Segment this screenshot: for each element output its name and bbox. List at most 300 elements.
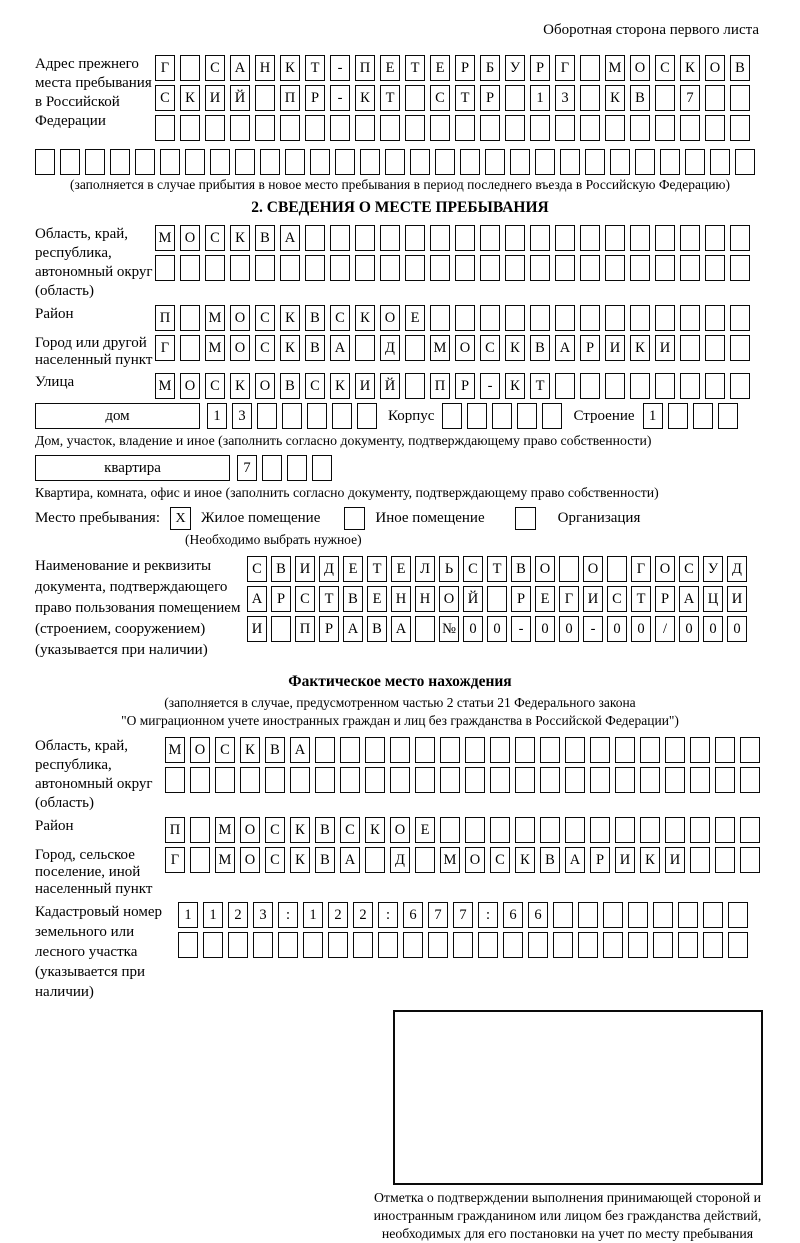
char-cell[interactable]: 7 <box>237 455 257 481</box>
char-cell[interactable] <box>510 149 530 175</box>
char-cell[interactable]: П <box>355 55 375 81</box>
char-cell[interactable] <box>328 932 348 958</box>
char-cell[interactable]: Г <box>155 55 175 81</box>
char-cell[interactable] <box>528 932 548 958</box>
char-cell[interactable]: О <box>583 556 603 582</box>
char-cell[interactable] <box>280 115 300 141</box>
char-cell[interactable] <box>190 767 210 793</box>
char-cell[interactable] <box>178 932 198 958</box>
char-cell[interactable] <box>455 115 475 141</box>
char-cell[interactable] <box>705 335 725 361</box>
char-cell[interactable] <box>505 225 525 251</box>
char-cell[interactable]: С <box>205 373 225 399</box>
char-cell[interactable]: 2 <box>328 902 348 928</box>
char-cell[interactable] <box>405 85 425 111</box>
stamp-box[interactable] <box>393 1010 763 1185</box>
char-cell[interactable] <box>565 767 585 793</box>
char-cell[interactable]: Б <box>480 55 500 81</box>
char-cell[interactable]: Е <box>391 556 411 582</box>
char-cell[interactable] <box>287 455 307 481</box>
char-cell[interactable]: Р <box>655 586 675 612</box>
char-cell[interactable] <box>360 149 380 175</box>
char-cell[interactable] <box>630 115 650 141</box>
char-cell[interactable]: Й <box>463 586 483 612</box>
char-cell[interactable] <box>255 85 275 111</box>
char-cell[interactable]: К <box>630 335 650 361</box>
char-cell[interactable] <box>505 305 525 331</box>
char-cell[interactable]: О <box>230 305 250 331</box>
char-cell[interactable] <box>460 149 480 175</box>
char-cell[interactable]: П <box>165 817 185 843</box>
char-cell[interactable]: Т <box>305 55 325 81</box>
char-cell[interactable] <box>353 932 373 958</box>
char-cell[interactable]: Н <box>391 586 411 612</box>
char-cell[interactable] <box>430 305 450 331</box>
char-cell[interactable] <box>405 225 425 251</box>
char-cell[interactable] <box>405 115 425 141</box>
char-cell[interactable] <box>255 255 275 281</box>
char-cell[interactable] <box>740 847 760 873</box>
char-cell[interactable] <box>405 335 425 361</box>
char-cell[interactable] <box>503 932 523 958</box>
char-cell[interactable] <box>505 255 525 281</box>
char-cell[interactable]: С <box>265 817 285 843</box>
char-cell[interactable] <box>310 149 330 175</box>
char-cell[interactable] <box>190 817 210 843</box>
char-cell[interactable]: О <box>535 556 555 582</box>
char-cell[interactable] <box>235 149 255 175</box>
char-cell[interactable] <box>705 85 725 111</box>
char-cell[interactable] <box>580 55 600 81</box>
char-cell[interactable] <box>580 255 600 281</box>
char-cell[interactable] <box>603 932 623 958</box>
char-cell[interactable] <box>303 932 323 958</box>
char-cell[interactable] <box>580 85 600 111</box>
char-cell[interactable]: С <box>305 373 325 399</box>
char-cell[interactable] <box>705 305 725 331</box>
char-cell[interactable] <box>415 847 435 873</box>
char-cell[interactable] <box>590 737 610 763</box>
char-cell[interactable] <box>730 305 750 331</box>
char-cell[interactable] <box>428 932 448 958</box>
char-cell[interactable]: 1 <box>203 902 223 928</box>
char-cell[interactable] <box>628 932 648 958</box>
char-cell[interactable]: М <box>605 55 625 81</box>
char-cell[interactable]: С <box>607 586 627 612</box>
char-cell[interactable]: 0 <box>703 616 723 642</box>
char-cell[interactable] <box>515 737 535 763</box>
char-cell[interactable] <box>615 737 635 763</box>
char-cell[interactable]: 1 <box>530 85 550 111</box>
char-cell[interactable]: М <box>215 817 235 843</box>
char-cell[interactable]: О <box>455 335 475 361</box>
char-cell[interactable]: Р <box>455 373 475 399</box>
char-cell[interactable]: Т <box>319 586 339 612</box>
char-cell[interactable] <box>530 225 550 251</box>
char-cell[interactable]: В <box>630 85 650 111</box>
char-cell[interactable] <box>85 149 105 175</box>
char-cell[interactable]: Д <box>319 556 339 582</box>
char-cell[interactable] <box>290 767 310 793</box>
char-cell[interactable]: М <box>440 847 460 873</box>
char-cell[interactable]: 1 <box>303 902 323 928</box>
char-cell[interactable]: К <box>605 85 625 111</box>
char-cell[interactable] <box>330 115 350 141</box>
char-cell[interactable] <box>440 767 460 793</box>
char-cell[interactable]: Й <box>230 85 250 111</box>
char-cell[interactable]: № <box>439 616 459 642</box>
char-cell[interactable]: И <box>355 373 375 399</box>
char-cell[interactable]: С <box>463 556 483 582</box>
char-cell[interactable]: К <box>505 335 525 361</box>
char-cell[interactable]: У <box>505 55 525 81</box>
char-cell[interactable] <box>680 115 700 141</box>
char-cell[interactable] <box>530 305 550 331</box>
char-cell[interactable] <box>555 373 575 399</box>
char-cell[interactable] <box>180 305 200 331</box>
char-cell[interactable]: 0 <box>535 616 555 642</box>
char-cell[interactable] <box>357 403 377 429</box>
char-cell[interactable]: Н <box>415 586 435 612</box>
char-cell[interactable] <box>740 817 760 843</box>
char-cell[interactable]: Т <box>380 85 400 111</box>
char-cell[interactable]: В <box>255 225 275 251</box>
char-cell[interactable] <box>260 149 280 175</box>
char-cell[interactable]: 0 <box>607 616 627 642</box>
char-cell[interactable]: Т <box>405 55 425 81</box>
char-cell[interactable] <box>690 817 710 843</box>
char-cell[interactable]: А <box>230 55 250 81</box>
char-cell[interactable]: Р <box>480 85 500 111</box>
char-cell[interactable]: Е <box>405 305 425 331</box>
char-cell[interactable] <box>515 767 535 793</box>
char-cell[interactable]: С <box>247 556 267 582</box>
char-cell[interactable]: В <box>540 847 560 873</box>
char-cell[interactable]: А <box>330 335 350 361</box>
char-cell[interactable] <box>605 115 625 141</box>
char-cell[interactable]: Р <box>530 55 550 81</box>
char-cell[interactable]: П <box>280 85 300 111</box>
char-cell[interactable]: К <box>330 373 350 399</box>
char-cell[interactable]: И <box>583 586 603 612</box>
char-cell[interactable]: А <box>280 225 300 251</box>
char-cell[interactable]: О <box>240 817 260 843</box>
char-cell[interactable]: И <box>665 847 685 873</box>
char-cell[interactable] <box>555 225 575 251</box>
char-cell[interactable] <box>653 902 673 928</box>
char-cell[interactable] <box>185 149 205 175</box>
char-cell[interactable] <box>340 767 360 793</box>
char-cell[interactable] <box>480 225 500 251</box>
char-cell[interactable] <box>180 335 200 361</box>
char-cell[interactable] <box>730 225 750 251</box>
char-cell[interactable]: Т <box>631 586 651 612</box>
char-cell[interactable] <box>730 115 750 141</box>
char-cell[interactable] <box>490 817 510 843</box>
char-cell[interactable] <box>605 305 625 331</box>
char-cell[interactable] <box>653 932 673 958</box>
char-cell[interactable] <box>230 255 250 281</box>
char-cell[interactable] <box>305 255 325 281</box>
char-cell[interactable]: В <box>343 586 363 612</box>
char-cell[interactable] <box>430 255 450 281</box>
char-cell[interactable]: Н <box>255 55 275 81</box>
char-cell[interactable]: 6 <box>528 902 548 928</box>
char-cell[interactable]: П <box>430 373 450 399</box>
char-cell[interactable] <box>590 767 610 793</box>
char-cell[interactable] <box>655 305 675 331</box>
char-cell[interactable]: 7 <box>453 902 473 928</box>
char-cell[interactable] <box>180 255 200 281</box>
char-cell[interactable] <box>540 737 560 763</box>
char-cell[interactable]: Й <box>380 373 400 399</box>
char-cell[interactable] <box>678 902 698 928</box>
char-cell[interactable]: С <box>255 335 275 361</box>
char-cell[interactable] <box>553 932 573 958</box>
char-cell[interactable] <box>685 149 705 175</box>
char-cell[interactable] <box>465 737 485 763</box>
char-cell[interactable] <box>718 403 738 429</box>
char-cell[interactable]: В <box>730 55 750 81</box>
char-cell[interactable] <box>705 115 725 141</box>
char-cell[interactable] <box>665 817 685 843</box>
char-cell[interactable] <box>355 115 375 141</box>
char-cell[interactable]: С <box>215 737 235 763</box>
char-cell[interactable] <box>705 373 725 399</box>
char-cell[interactable]: - <box>330 85 350 111</box>
char-cell[interactable] <box>492 403 512 429</box>
char-cell[interactable] <box>605 225 625 251</box>
char-cell[interactable] <box>705 255 725 281</box>
char-cell[interactable]: И <box>247 616 267 642</box>
char-cell[interactable] <box>215 767 235 793</box>
char-cell[interactable] <box>478 932 498 958</box>
char-cell[interactable]: О <box>190 737 210 763</box>
char-cell[interactable] <box>680 335 700 361</box>
char-cell[interactable] <box>155 115 175 141</box>
char-cell[interactable]: К <box>280 305 300 331</box>
char-cell[interactable]: 1 <box>643 403 663 429</box>
char-cell[interactable] <box>693 403 713 429</box>
char-cell[interactable] <box>180 115 200 141</box>
char-cell[interactable] <box>257 403 277 429</box>
char-cell[interactable] <box>403 932 423 958</box>
char-cell[interactable] <box>540 767 560 793</box>
char-cell[interactable] <box>385 149 405 175</box>
char-cell[interactable] <box>278 932 298 958</box>
char-cell[interactable] <box>580 115 600 141</box>
char-cell[interactable]: 0 <box>727 616 747 642</box>
char-cell[interactable]: М <box>155 225 175 251</box>
char-cell[interactable] <box>580 373 600 399</box>
char-cell[interactable] <box>271 616 291 642</box>
char-cell[interactable] <box>380 115 400 141</box>
char-cell[interactable] <box>465 817 485 843</box>
char-cell[interactable] <box>615 817 635 843</box>
char-cell[interactable]: 6 <box>503 902 523 928</box>
char-cell[interactable] <box>705 225 725 251</box>
char-cell[interactable] <box>435 149 455 175</box>
char-cell[interactable] <box>465 767 485 793</box>
char-cell[interactable] <box>410 149 430 175</box>
char-cell[interactable]: П <box>155 305 175 331</box>
char-cell[interactable]: А <box>555 335 575 361</box>
char-cell[interactable]: В <box>511 556 531 582</box>
char-cell[interactable]: К <box>515 847 535 873</box>
char-cell[interactable] <box>655 85 675 111</box>
char-cell[interactable] <box>715 737 735 763</box>
char-cell[interactable] <box>655 255 675 281</box>
char-cell[interactable]: И <box>655 335 675 361</box>
char-cell[interactable]: Р <box>305 85 325 111</box>
char-cell[interactable] <box>603 902 623 928</box>
char-cell[interactable] <box>640 737 660 763</box>
char-cell[interactable]: С <box>295 586 315 612</box>
char-cell[interactable]: К <box>290 847 310 873</box>
char-cell[interactable]: И <box>727 586 747 612</box>
char-cell[interactable] <box>560 149 580 175</box>
char-cell[interactable] <box>440 817 460 843</box>
char-cell[interactable] <box>678 932 698 958</box>
char-cell[interactable]: 6 <box>403 902 423 928</box>
char-cell[interactable]: М <box>430 335 450 361</box>
char-cell[interactable]: 3 <box>253 902 273 928</box>
char-cell[interactable] <box>665 737 685 763</box>
char-cell[interactable]: О <box>380 305 400 331</box>
char-cell[interactable]: М <box>165 737 185 763</box>
char-cell[interactable] <box>487 586 507 612</box>
char-cell[interactable]: / <box>655 616 675 642</box>
checkbox-organization[interactable] <box>515 507 536 530</box>
char-cell[interactable]: 0 <box>631 616 651 642</box>
char-cell[interactable] <box>615 767 635 793</box>
char-cell[interactable] <box>605 373 625 399</box>
char-cell[interactable] <box>285 149 305 175</box>
char-cell[interactable]: О <box>705 55 725 81</box>
char-cell[interactable]: - <box>330 55 350 81</box>
char-cell[interactable] <box>205 255 225 281</box>
char-cell[interactable] <box>630 373 650 399</box>
char-cell[interactable]: С <box>480 335 500 361</box>
char-cell[interactable] <box>578 932 598 958</box>
char-cell[interactable] <box>165 767 185 793</box>
char-cell[interactable]: К <box>280 55 300 81</box>
char-cell[interactable] <box>660 149 680 175</box>
char-cell[interactable]: А <box>247 586 267 612</box>
char-cell[interactable]: К <box>240 737 260 763</box>
apartment-type-box[interactable]: квартира <box>35 455 230 481</box>
char-cell[interactable]: 0 <box>463 616 483 642</box>
char-cell[interactable] <box>378 932 398 958</box>
char-cell[interactable] <box>305 115 325 141</box>
char-cell[interactable]: Ь <box>439 556 459 582</box>
char-cell[interactable]: Г <box>555 55 575 81</box>
char-cell[interactable]: 1 <box>207 403 227 429</box>
char-cell[interactable]: Р <box>511 586 531 612</box>
char-cell[interactable]: Л <box>415 556 435 582</box>
char-cell[interactable]: В <box>530 335 550 361</box>
char-cell[interactable]: - <box>480 373 500 399</box>
char-cell[interactable]: О <box>255 373 275 399</box>
char-cell[interactable] <box>680 255 700 281</box>
char-cell[interactable]: А <box>290 737 310 763</box>
char-cell[interactable] <box>485 149 505 175</box>
char-cell[interactable] <box>480 305 500 331</box>
char-cell[interactable] <box>640 767 660 793</box>
char-cell[interactable]: Г <box>165 847 185 873</box>
char-cell[interactable] <box>703 902 723 928</box>
char-cell[interactable] <box>255 115 275 141</box>
char-cell[interactable]: С <box>205 225 225 251</box>
char-cell[interactable] <box>415 737 435 763</box>
char-cell[interactable]: Р <box>271 586 291 612</box>
char-cell[interactable]: Е <box>343 556 363 582</box>
char-cell[interactable]: - <box>583 616 603 642</box>
char-cell[interactable] <box>453 932 473 958</box>
char-cell[interactable]: С <box>205 55 225 81</box>
char-cell[interactable] <box>155 255 175 281</box>
char-cell[interactable] <box>590 817 610 843</box>
char-cell[interactable] <box>332 403 352 429</box>
char-cell[interactable] <box>655 225 675 251</box>
char-cell[interactable]: Т <box>367 556 387 582</box>
char-cell[interactable]: С <box>340 817 360 843</box>
char-cell[interactable] <box>430 225 450 251</box>
char-cell[interactable] <box>415 616 435 642</box>
char-cell[interactable] <box>230 115 250 141</box>
char-cell[interactable] <box>665 767 685 793</box>
char-cell[interactable] <box>690 847 710 873</box>
char-cell[interactable]: М <box>215 847 235 873</box>
char-cell[interactable] <box>535 149 555 175</box>
char-cell[interactable] <box>542 403 562 429</box>
char-cell[interactable]: Р <box>580 335 600 361</box>
char-cell[interactable] <box>180 55 200 81</box>
char-cell[interactable] <box>390 737 410 763</box>
char-cell[interactable]: К <box>355 85 375 111</box>
char-cell[interactable] <box>680 373 700 399</box>
char-cell[interactable] <box>580 225 600 251</box>
char-cell[interactable] <box>555 305 575 331</box>
char-cell[interactable] <box>715 817 735 843</box>
char-cell[interactable] <box>630 225 650 251</box>
char-cell[interactable] <box>467 403 487 429</box>
char-cell[interactable]: В <box>271 556 291 582</box>
char-cell[interactable] <box>607 556 627 582</box>
char-cell[interactable] <box>340 737 360 763</box>
char-cell[interactable] <box>655 115 675 141</box>
char-cell[interactable]: 0 <box>559 616 579 642</box>
char-cell[interactable]: : <box>478 902 498 928</box>
char-cell[interactable]: М <box>155 373 175 399</box>
char-cell[interactable]: С <box>330 305 350 331</box>
checkbox-residential[interactable]: X <box>170 507 191 530</box>
char-cell[interactable]: Е <box>415 817 435 843</box>
char-cell[interactable] <box>490 737 510 763</box>
char-cell[interactable]: И <box>295 556 315 582</box>
char-cell[interactable] <box>315 737 335 763</box>
char-cell[interactable] <box>210 149 230 175</box>
char-cell[interactable] <box>335 149 355 175</box>
char-cell[interactable]: Т <box>455 85 475 111</box>
char-cell[interactable] <box>442 403 462 429</box>
char-cell[interactable]: С <box>490 847 510 873</box>
char-cell[interactable] <box>555 255 575 281</box>
char-cell[interactable] <box>730 255 750 281</box>
char-cell[interactable]: Д <box>390 847 410 873</box>
char-cell[interactable]: М <box>205 335 225 361</box>
char-cell[interactable]: В <box>305 335 325 361</box>
